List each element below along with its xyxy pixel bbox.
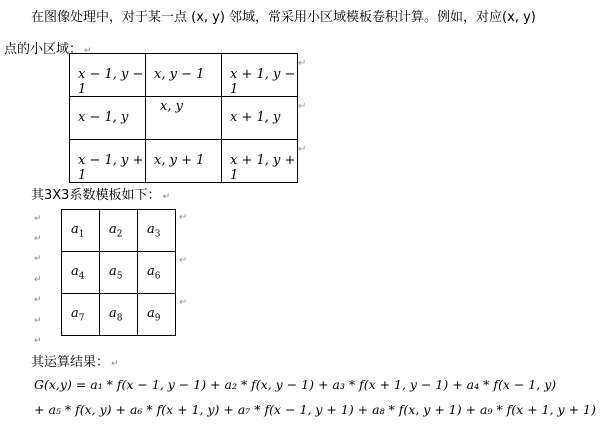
table-cell xyxy=(222,54,298,97)
paragraph-mark-icon: ↵ xyxy=(34,316,42,326)
coef-sub: 8 xyxy=(116,313,123,324)
coef-sub: 5 xyxy=(116,271,123,282)
paragraph-mark-icon: ↵ xyxy=(34,234,42,244)
table-cell xyxy=(146,97,222,140)
table-cell xyxy=(100,252,138,294)
intro-line-2-text: 点的小区域： xyxy=(4,42,83,57)
coef-base: a xyxy=(71,222,79,237)
formula-line-2 xyxy=(34,402,596,417)
coef-base: a xyxy=(109,306,117,321)
coef-a6 xyxy=(147,264,161,282)
table-row xyxy=(62,294,176,336)
table-cell xyxy=(70,140,146,183)
row-end-mark-icon: ↵ xyxy=(298,58,307,69)
coef-a2 xyxy=(109,222,123,240)
coefficient-table xyxy=(61,209,176,336)
table-cell xyxy=(146,140,222,183)
table-cell xyxy=(222,97,298,140)
coef-base: a xyxy=(109,264,117,279)
cell-text: x − 1, y xyxy=(78,110,129,125)
coef-base: a xyxy=(71,264,79,279)
cell-text: x, y + 1 xyxy=(154,153,205,168)
coef-sub: 2 xyxy=(116,229,123,240)
cell-text: x, y − 1 xyxy=(154,67,205,82)
table-row xyxy=(70,140,298,183)
paragraph-mark-icon: ↵ xyxy=(84,46,92,56)
row-end-mark-icon: ↵ xyxy=(179,297,188,308)
intro-line-1-text: 在图像处理中，对于某一点 (x, y) 邻域，常采用小区域模板卷积计算。例如，对应(x, y) xyxy=(31,10,536,25)
coef-a4 xyxy=(71,264,85,282)
coef-caption-text: 其3X3系数模板如下： xyxy=(31,188,161,203)
table-cell xyxy=(100,210,138,252)
row-end-mark-icon: ↵ xyxy=(298,144,307,155)
intro-line-1 xyxy=(31,6,536,25)
coef-sub: 6 xyxy=(154,271,161,282)
row-end-mark-icon: ↵ xyxy=(179,212,188,223)
table-row xyxy=(62,252,176,294)
cell-text: x + 1, y + 1 xyxy=(230,153,296,183)
cell-text: x + 1, y xyxy=(230,110,281,125)
result-caption-text: 其运算结果： xyxy=(31,355,110,370)
table-cell xyxy=(138,252,176,294)
table-cell xyxy=(222,140,298,183)
table-row xyxy=(70,54,298,97)
coef-sub: 9 xyxy=(154,313,161,324)
neighborhood-table xyxy=(69,53,298,183)
table-cell xyxy=(138,210,176,252)
table-row xyxy=(62,210,176,252)
coef-a8 xyxy=(109,306,123,324)
table-cell xyxy=(100,294,138,336)
coef-a5 xyxy=(109,264,123,282)
formula-line-1-text: G(x,y) = a₁ * f(x − 1, y − 1) + a₂ * f(x, y − 1) + a₃ * f(x + 1, y − 1) + a₄ * f(x − 1, y) xyxy=(34,377,557,392)
table-cell xyxy=(70,97,146,140)
table-cell xyxy=(62,252,100,294)
paragraph-mark-icon: ↵ xyxy=(111,359,119,369)
coef-caption xyxy=(31,184,170,203)
paragraph-mark-icon: ↵ xyxy=(34,336,42,346)
table-cell xyxy=(62,210,100,252)
coef-base: a xyxy=(109,222,117,237)
coef-sub: 4 xyxy=(78,271,85,282)
table-cell xyxy=(62,294,100,336)
paragraph-mark-icon: ↵ xyxy=(34,275,42,285)
cell-text: x + 1, y − 1 xyxy=(230,67,296,97)
paragraph-mark-icon: ↵ xyxy=(162,192,170,202)
row-end-mark-icon: ↵ xyxy=(179,255,188,266)
coef-sub: 7 xyxy=(78,313,85,324)
coef-a1 xyxy=(71,222,85,240)
paragraph-mark-icon: ↵ xyxy=(34,254,42,264)
coef-sub: 1 xyxy=(78,229,85,240)
coef-base: a xyxy=(147,222,155,237)
coef-a9 xyxy=(147,306,161,324)
paragraph-mark-icon: ↵ xyxy=(34,295,42,305)
table-cell xyxy=(138,294,176,336)
coef-sub: 3 xyxy=(154,229,161,240)
table-cell xyxy=(70,54,146,97)
cell-text: x − 1, y − 1 xyxy=(78,67,144,97)
table-cell xyxy=(146,54,222,97)
cell-text: x, y xyxy=(160,99,183,114)
result-caption xyxy=(31,351,119,370)
formula-line-1 xyxy=(34,377,556,392)
row-end-mark-icon: ↵ xyxy=(298,101,307,112)
coef-base: a xyxy=(71,306,79,321)
paragraph-mark-icon: ↵ xyxy=(34,214,42,224)
cell-text: x − 1, y + 1 xyxy=(78,153,144,183)
coef-a7 xyxy=(71,306,85,324)
coef-base: a xyxy=(147,264,155,279)
coef-a3 xyxy=(147,222,161,240)
coef-base: a xyxy=(147,306,155,321)
table-row xyxy=(70,97,298,140)
formula-line-2-text: + a₅ * f(x, y) + a₆ * f(x + 1, y) + a₇ * f(x − 1, y + 1) + a₈ * f(x, y + 1) + a₉ * f(x + 1, y + 1) xyxy=(34,402,596,417)
